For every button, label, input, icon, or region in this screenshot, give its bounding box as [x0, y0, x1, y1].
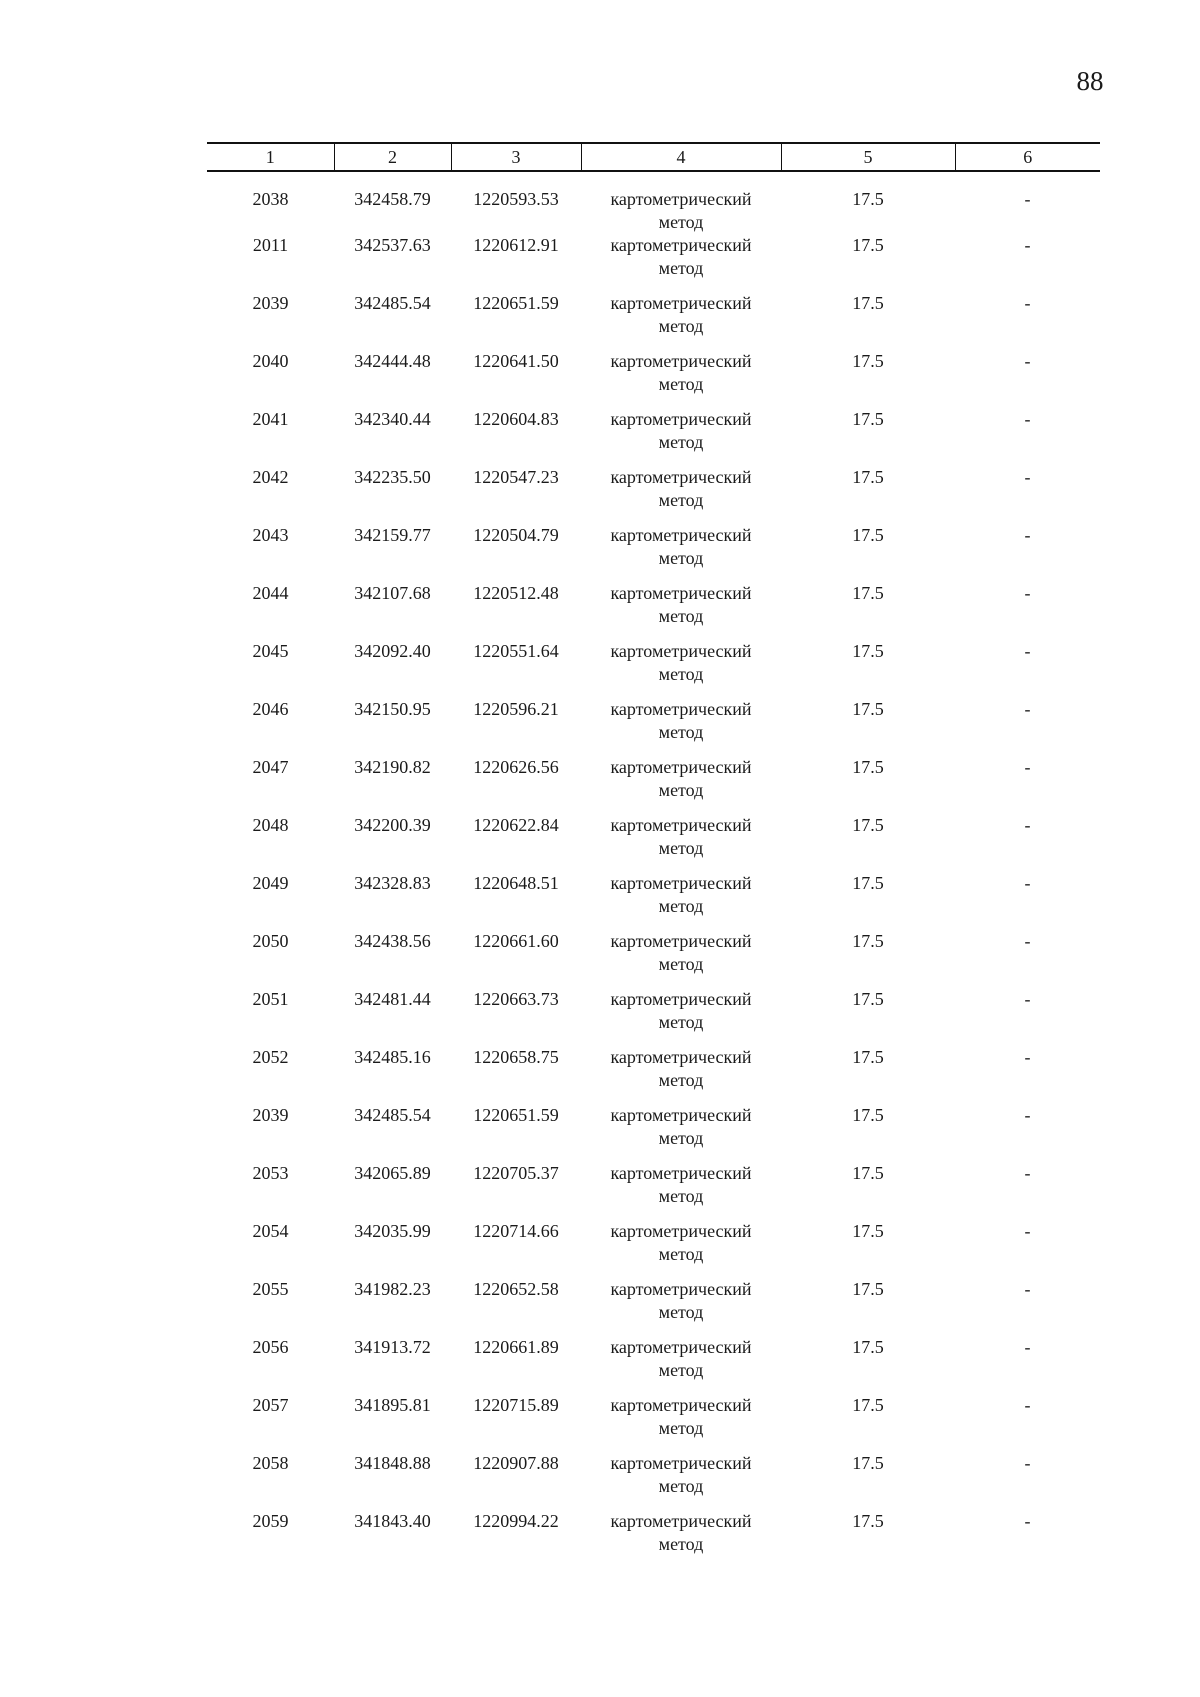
coordinates-table — [207, 142, 1100, 1568]
page-number: 88 — [1076, 66, 1104, 96]
table-row — [207, 1510, 1100, 1568]
point-number-cell: 2045 — [252, 641, 289, 661]
x-coordinate-cell: 341913.72 — [354, 1337, 431, 1357]
point-number-cell: 2039 — [252, 293, 289, 313]
method-line-2: метод — [658, 1302, 704, 1322]
y-coordinate-cell: 1220651.59 — [473, 1105, 559, 1125]
accuracy-cell: 17.5 — [852, 931, 884, 951]
point-number-cell: 2053 — [252, 1163, 289, 1183]
note-cell: - — [1024, 815, 1031, 835]
method-line-2: метод — [658, 780, 704, 800]
x-coordinate-cell: 342092.40 — [354, 641, 431, 661]
y-coordinate-cell: 1220596.21 — [473, 699, 559, 719]
table-row — [207, 234, 1100, 292]
table-row — [207, 1394, 1100, 1452]
table-row — [207, 1278, 1100, 1336]
point-number-cell: 2057 — [252, 1395, 289, 1415]
method-line-2: метод — [658, 1360, 704, 1380]
point-number-cell: 2047 — [252, 757, 289, 777]
y-coordinate-cell: 1220604.83 — [473, 409, 559, 429]
y-coordinate-cell: 1220714.66 — [473, 1221, 559, 1241]
point-number-cell: 2039 — [252, 1105, 289, 1125]
point-number-cell: 2052 — [252, 1047, 289, 1067]
point-number-cell: 2044 — [252, 583, 289, 603]
accuracy-cell: 17.5 — [852, 1105, 884, 1125]
method-cell — [581, 930, 781, 988]
accuracy-cell: 17.5 — [852, 641, 884, 661]
method-line-2: метод — [658, 838, 704, 858]
column-header-1: 1 — [207, 143, 334, 171]
table-row — [207, 350, 1100, 408]
x-coordinate-cell: 342485.54 — [354, 1105, 431, 1125]
method-line-2: метод — [658, 1476, 704, 1496]
table-row — [207, 930, 1100, 988]
x-coordinate-cell: 342035.99 — [354, 1221, 431, 1241]
method-line-1: картометрический — [610, 189, 752, 209]
accuracy-cell: 17.5 — [852, 1511, 884, 1531]
point-number-cell: 2048 — [252, 815, 289, 835]
note-cell: - — [1024, 989, 1031, 1009]
point-number-cell: 2054 — [252, 1221, 289, 1241]
method-line-1: картометрический — [610, 1511, 752, 1531]
method-cell — [581, 1046, 781, 1104]
method-line-2: метод — [658, 316, 704, 336]
accuracy-cell: 17.5 — [852, 467, 884, 487]
accuracy-cell: 17.5 — [852, 351, 884, 371]
note-cell: - — [1024, 1105, 1031, 1125]
method-cell — [581, 292, 781, 350]
method-line-2: метод — [658, 212, 704, 232]
point-number-cell: 2040 — [252, 351, 289, 371]
method-line-1: картометрический — [610, 1221, 752, 1241]
point-number-cell: 2056 — [252, 1337, 289, 1357]
table-row — [207, 698, 1100, 756]
note-cell: - — [1024, 525, 1031, 545]
note-cell: - — [1024, 189, 1031, 209]
method-line-1: картометрический — [610, 1047, 752, 1067]
method-line-1: картометрический — [610, 757, 752, 777]
x-coordinate-cell: 342235.50 — [354, 467, 431, 487]
method-line-2: метод — [658, 1128, 704, 1148]
method-line-2: метод — [658, 664, 704, 684]
point-number-cell: 2011 — [252, 235, 289, 255]
x-coordinate-cell: 342485.16 — [354, 1047, 431, 1067]
accuracy-cell: 17.5 — [852, 235, 884, 255]
method-cell — [581, 988, 781, 1046]
method-line-2: метод — [658, 258, 704, 278]
table-body — [207, 171, 1100, 1568]
method-cell — [581, 1336, 781, 1394]
method-line-2: метод — [658, 606, 704, 626]
y-coordinate-cell: 1220504.79 — [473, 525, 559, 545]
y-coordinate-cell: 1220661.60 — [473, 931, 559, 951]
method-cell — [581, 234, 781, 292]
point-number-cell: 2055 — [252, 1279, 289, 1299]
y-coordinate-cell: 1220547.23 — [473, 467, 559, 487]
x-coordinate-cell: 341982.23 — [354, 1279, 431, 1299]
method-line-1: картометрический — [610, 1279, 752, 1299]
note-cell: - — [1024, 293, 1031, 313]
note-cell: - — [1024, 1511, 1031, 1531]
method-line-2: метод — [658, 896, 704, 916]
method-line-1: картометрический — [610, 351, 752, 371]
table-row — [207, 640, 1100, 698]
method-cell — [581, 524, 781, 582]
method-line-2: метод — [658, 1012, 704, 1032]
table-row — [207, 1220, 1100, 1278]
accuracy-cell: 17.5 — [852, 1453, 884, 1473]
method-line-2: метод — [658, 374, 704, 394]
x-coordinate-cell: 342065.89 — [354, 1163, 431, 1183]
method-line-2: метод — [658, 1418, 704, 1438]
method-cell — [581, 1278, 781, 1336]
note-cell: - — [1024, 1163, 1031, 1183]
y-coordinate-cell: 1220593.53 — [473, 189, 559, 209]
method-cell — [581, 640, 781, 698]
table-row — [207, 292, 1100, 350]
accuracy-cell: 17.5 — [852, 583, 884, 603]
x-coordinate-cell: 341895.81 — [354, 1395, 431, 1415]
method-cell — [581, 1394, 781, 1452]
table-row — [207, 171, 1100, 234]
method-line-1: картометрический — [610, 293, 752, 313]
table-row — [207, 1104, 1100, 1162]
method-line-1: картометрический — [610, 1105, 752, 1125]
accuracy-cell: 17.5 — [852, 1163, 884, 1183]
column-header-6: 6 — [955, 143, 1100, 171]
accuracy-cell: 17.5 — [852, 873, 884, 893]
table-row — [207, 756, 1100, 814]
table-row — [207, 408, 1100, 466]
y-coordinate-cell: 1220661.89 — [473, 1337, 559, 1357]
accuracy-cell: 17.5 — [852, 1047, 884, 1067]
method-cell — [581, 350, 781, 408]
note-cell: - — [1024, 641, 1031, 661]
method-cell — [581, 171, 781, 234]
column-header-4: 4 — [581, 143, 781, 171]
point-number-cell: 2050 — [252, 931, 289, 951]
method-line-1: картометрический — [610, 699, 752, 719]
x-coordinate-cell: 342481.44 — [354, 989, 431, 1009]
note-cell: - — [1024, 1221, 1031, 1241]
point-number-cell: 2051 — [252, 989, 289, 1009]
y-coordinate-cell: 1220663.73 — [473, 989, 559, 1009]
column-header-3: 3 — [451, 143, 581, 171]
x-coordinate-cell: 342159.77 — [354, 525, 431, 545]
table-row — [207, 524, 1100, 582]
method-line-1: картометрический — [610, 815, 752, 835]
method-line-2: метод — [658, 432, 704, 452]
y-coordinate-cell: 1220651.59 — [473, 293, 559, 313]
method-cell — [581, 1104, 781, 1162]
method-line-2: метод — [658, 548, 704, 568]
method-line-1: картометрический — [610, 1453, 752, 1473]
method-line-1: картометрический — [610, 467, 752, 487]
method-line-2: метод — [658, 1070, 704, 1090]
method-line-1: картометрический — [610, 409, 752, 429]
note-cell: - — [1024, 409, 1031, 429]
note-cell: - — [1024, 467, 1031, 487]
note-cell: - — [1024, 873, 1031, 893]
accuracy-cell: 17.5 — [852, 757, 884, 777]
x-coordinate-cell: 342537.63 — [354, 235, 431, 255]
header-row — [207, 143, 1100, 171]
point-number-cell: 2046 — [252, 699, 289, 719]
y-coordinate-cell: 1220652.58 — [473, 1279, 559, 1299]
method-cell — [581, 756, 781, 814]
table-row — [207, 872, 1100, 930]
table-row — [207, 1336, 1100, 1394]
accuracy-cell: 17.5 — [852, 1221, 884, 1241]
method-line-1: картометрический — [610, 1163, 752, 1183]
method-cell — [581, 698, 781, 756]
point-number-cell: 2059 — [252, 1511, 289, 1531]
method-cell — [581, 1452, 781, 1510]
table-row — [207, 582, 1100, 640]
method-line-2: метод — [658, 954, 704, 974]
method-line-1: картометрический — [610, 641, 752, 661]
note-cell: - — [1024, 931, 1031, 951]
method-cell — [581, 408, 781, 466]
accuracy-cell: 17.5 — [852, 1279, 884, 1299]
method-line-1: картометрический — [610, 583, 752, 603]
method-cell — [581, 1510, 781, 1568]
method-line-1: картометрический — [610, 1395, 752, 1415]
note-cell: - — [1024, 351, 1031, 371]
table-row — [207, 1452, 1100, 1510]
y-coordinate-cell: 1220512.48 — [473, 583, 559, 603]
accuracy-cell: 17.5 — [852, 699, 884, 719]
y-coordinate-cell: 1220622.84 — [473, 815, 559, 835]
accuracy-cell: 17.5 — [852, 525, 884, 545]
note-cell: - — [1024, 1047, 1031, 1067]
accuracy-cell: 17.5 — [852, 989, 884, 1009]
table-row — [207, 466, 1100, 524]
method-line-1: картометрический — [610, 873, 752, 893]
x-coordinate-cell: 341848.88 — [354, 1453, 431, 1473]
accuracy-cell: 17.5 — [852, 409, 884, 429]
x-coordinate-cell: 342444.48 — [354, 351, 431, 371]
note-cell: - — [1024, 1453, 1031, 1473]
x-coordinate-cell: 342458.79 — [354, 189, 431, 209]
note-cell: - — [1024, 699, 1031, 719]
y-coordinate-cell: 1220626.56 — [473, 757, 559, 777]
note-cell: - — [1024, 235, 1031, 255]
table-row — [207, 988, 1100, 1046]
method-line-1: картометрический — [610, 235, 752, 255]
method-line-2: метод — [658, 490, 704, 510]
method-line-2: метод — [658, 1244, 704, 1264]
x-coordinate-cell: 342328.83 — [354, 873, 431, 893]
y-coordinate-cell: 1220612.91 — [473, 235, 559, 255]
x-coordinate-cell: 342150.95 — [354, 699, 431, 719]
point-number-cell: 2058 — [252, 1453, 289, 1473]
method-cell — [581, 582, 781, 640]
accuracy-cell: 17.5 — [852, 1337, 884, 1357]
method-cell — [581, 1162, 781, 1220]
method-line-2: метод — [658, 1186, 704, 1206]
accuracy-cell: 17.5 — [852, 1395, 884, 1415]
x-coordinate-cell: 342107.68 — [354, 583, 431, 603]
column-header-2: 2 — [334, 143, 451, 171]
table-header — [207, 143, 1100, 171]
method-line-1: картометрический — [610, 989, 752, 1009]
x-coordinate-cell: 342438.56 — [354, 931, 431, 951]
method-line-2: метод — [658, 722, 704, 742]
note-cell: - — [1024, 757, 1031, 777]
point-number-cell: 2042 — [252, 467, 289, 487]
y-coordinate-cell: 1220648.51 — [473, 873, 559, 893]
method-line-2: метод — [658, 1534, 704, 1554]
x-coordinate-cell: 342190.82 — [354, 757, 431, 777]
method-line-1: картометрический — [610, 525, 752, 545]
note-cell: - — [1024, 1279, 1031, 1299]
y-coordinate-cell: 1220658.75 — [473, 1047, 559, 1067]
y-coordinate-cell: 1220907.88 — [473, 1453, 559, 1473]
y-coordinate-cell: 1220641.50 — [473, 351, 559, 371]
point-number-cell: 2049 — [252, 873, 289, 893]
table-row — [207, 1162, 1100, 1220]
method-cell — [581, 872, 781, 930]
y-coordinate-cell: 1220705.37 — [473, 1163, 559, 1183]
accuracy-cell: 17.5 — [852, 293, 884, 313]
point-number-cell: 2041 — [252, 409, 289, 429]
method-line-1: картометрический — [610, 931, 752, 951]
method-cell — [581, 466, 781, 524]
point-number-cell: 2043 — [252, 525, 289, 545]
note-cell: - — [1024, 1395, 1031, 1415]
accuracy-cell: 17.5 — [852, 815, 884, 835]
note-cell: - — [1024, 1337, 1031, 1357]
accuracy-cell: 17.5 — [852, 189, 884, 209]
x-coordinate-cell: 342485.54 — [354, 293, 431, 313]
y-coordinate-cell: 1220551.64 — [473, 641, 559, 661]
x-coordinate-cell: 342200.39 — [354, 815, 431, 835]
column-header-5: 5 — [781, 143, 955, 171]
y-coordinate-cell: 1220715.89 — [473, 1395, 559, 1415]
x-coordinate-cell: 342340.44 — [354, 409, 431, 429]
y-coordinate-cell: 1220994.22 — [473, 1511, 559, 1531]
note-cell: - — [1024, 583, 1031, 603]
table-row — [207, 1046, 1100, 1104]
method-cell — [581, 814, 781, 872]
method-line-1: картометрический — [610, 1337, 752, 1357]
method-cell — [581, 1220, 781, 1278]
table-row — [207, 814, 1100, 872]
point-number-cell: 2038 — [252, 189, 289, 209]
x-coordinate-cell: 341843.40 — [354, 1511, 431, 1531]
